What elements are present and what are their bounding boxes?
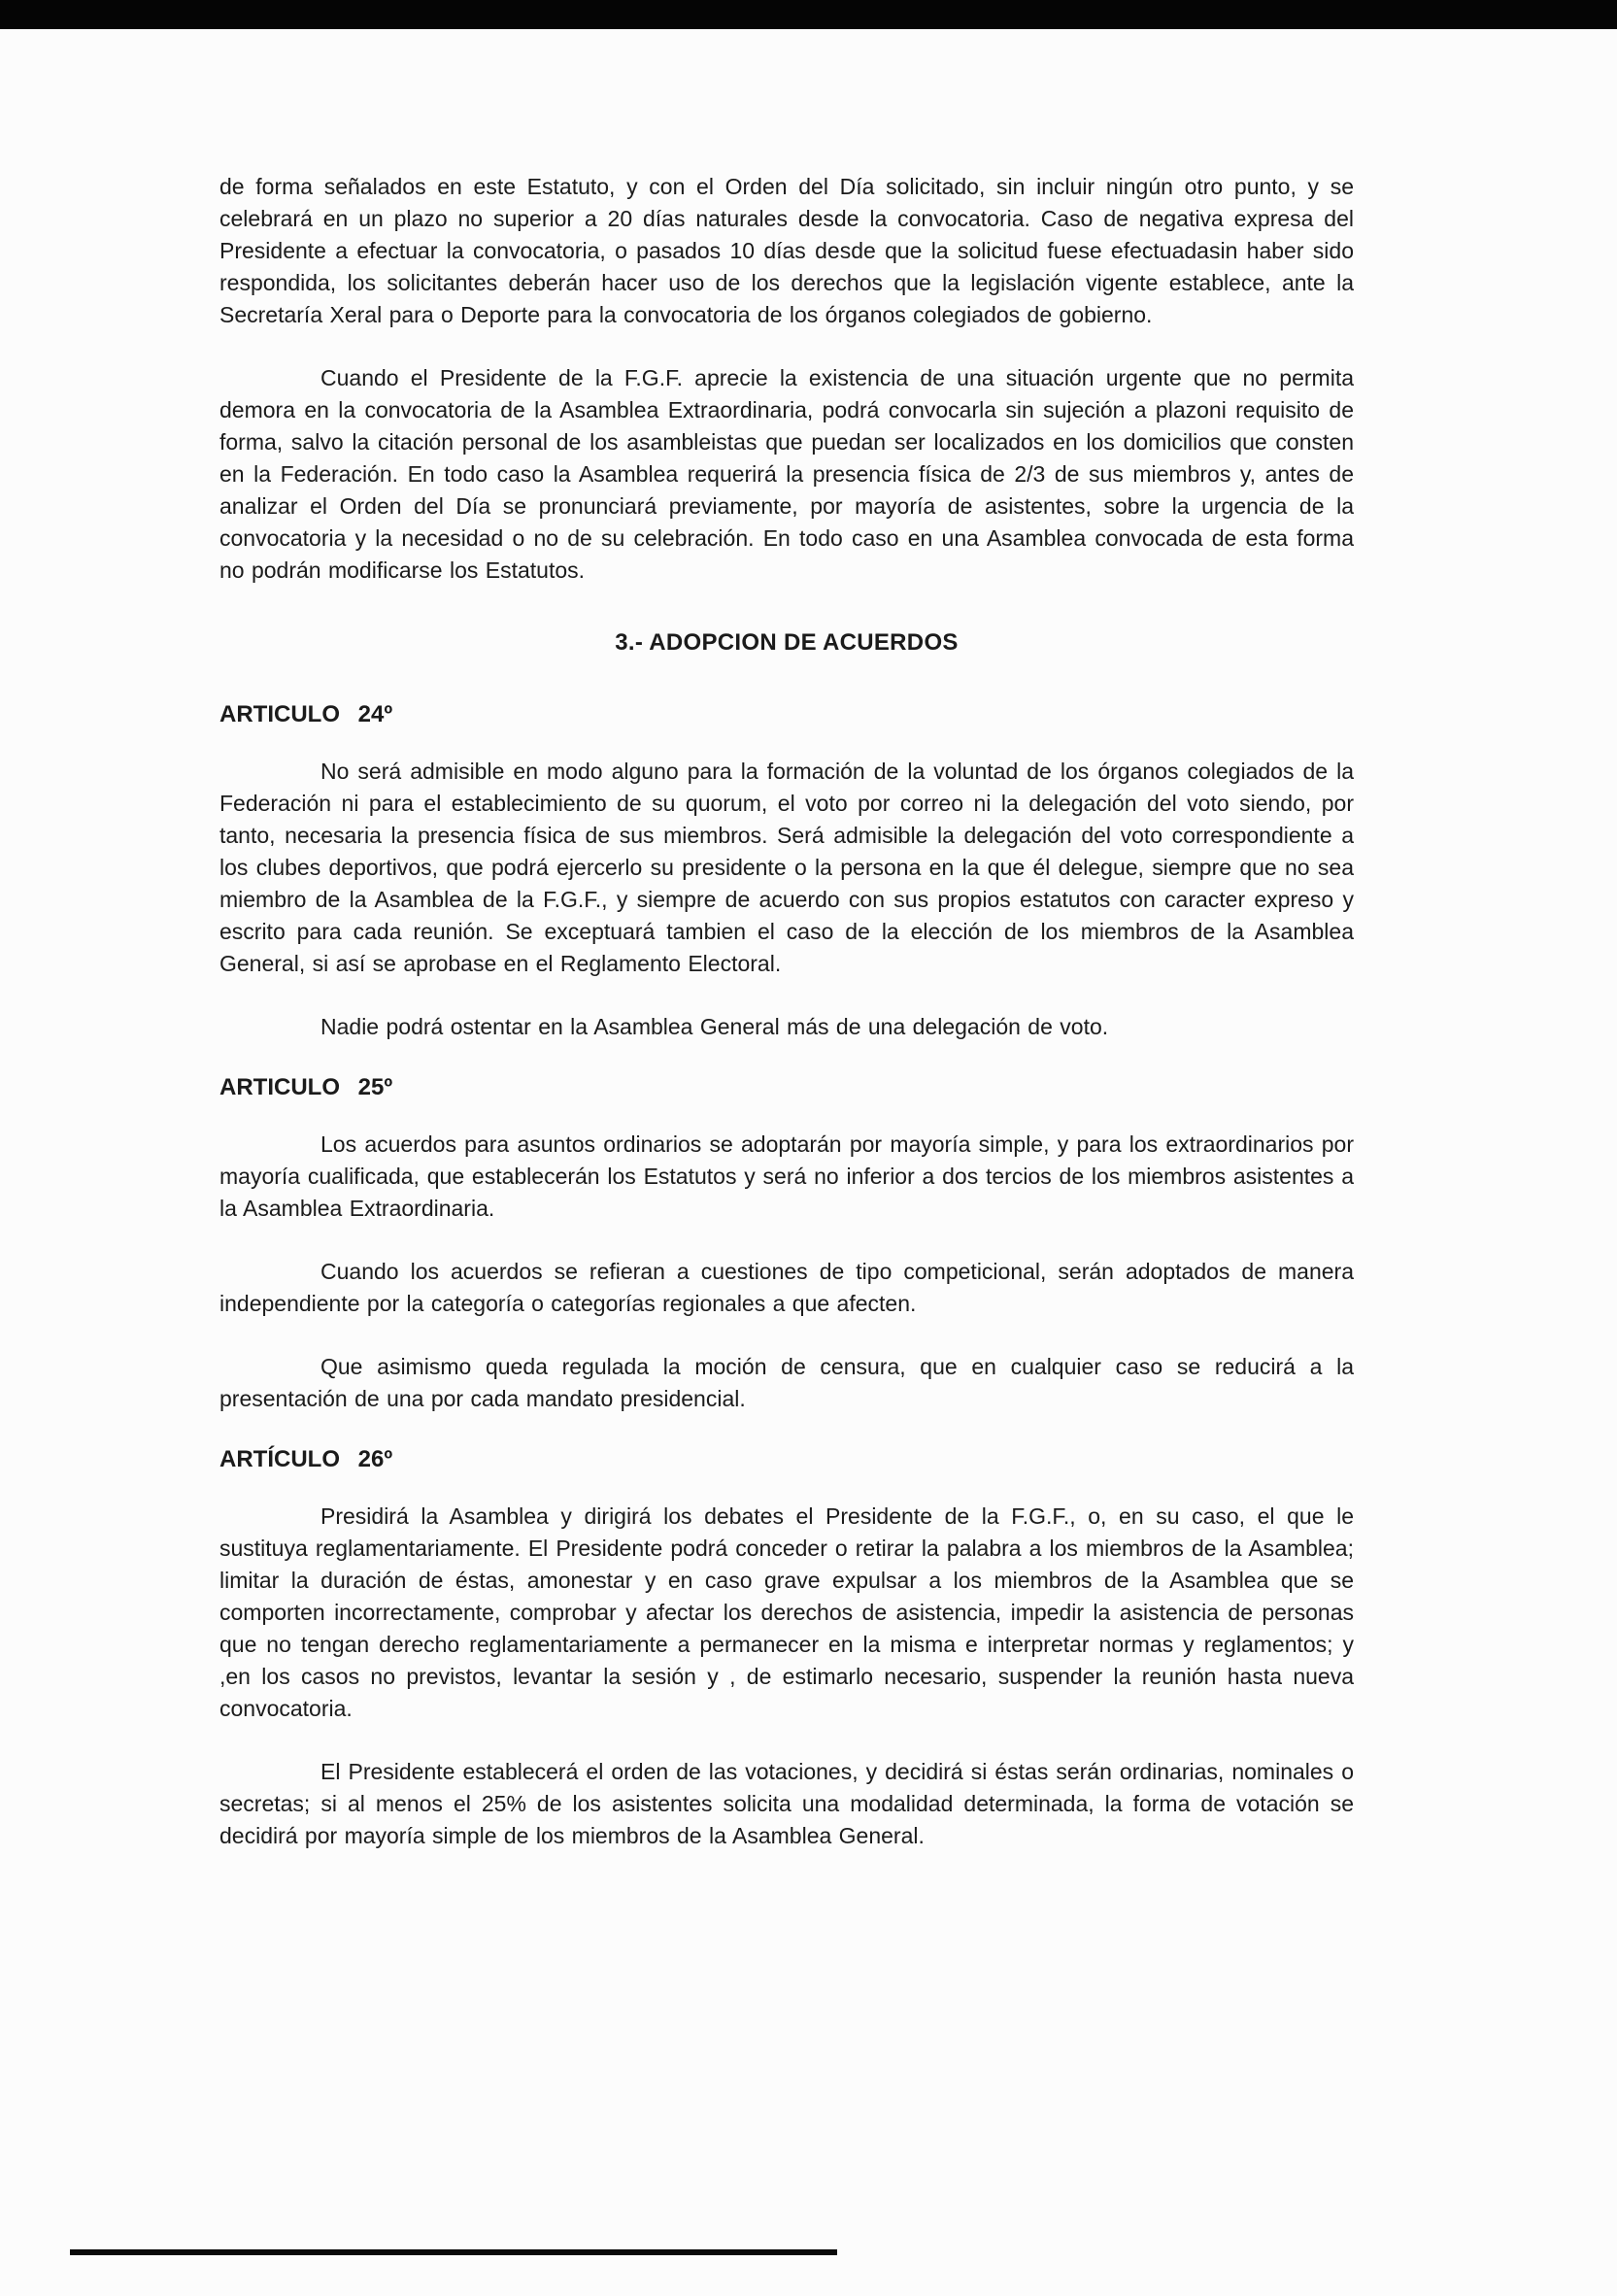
scan-artifact-top-bar <box>0 0 1617 29</box>
scan-artifact-bottom-line <box>70 2249 837 2255</box>
paragraph-mocion-censura: Que asimismo queda regulada la moción de censura, que en cualquier caso se reducirá a la presentación de una por cada mandato presidencial. <box>219 1354 1354 1411</box>
article-heading-24: ARTICULO 24º <box>219 701 393 727</box>
paragraph-orden-votaciones: El Presidente establecerá el orden de las votaciones, y decidirá si éstas serán ordinarias, nominales o secretas; si al menos el 25% de los asistentes solicita una modalidad determinada, la forma de votación se decidirá por mayoría simple de los miembros de la Asamblea General. <box>219 1759 1354 1848</box>
paragraph-situacion-urgente: Cuando el Presidente de la F.G.F. aprecie la existencia de una situación urgente que no permita demora en la convocatoria de la Asamblea Extraordinaria, podrá convocarla sin sujeción a plazoni requisito de forma, salvo la citación personal de los asambleistas que puedan ser localizados en los domicilios que consten en la Federación. En todo caso la Asamblea requerirá la presencia física de 2/3 de sus miembros y, antes de analizar el Orden del Día se pronunciará previamente, por mayoría de asistentes, sobre la urgencia de la convocatoria y la necesidad o no de su celebración. En todo caso en una Asamblea convocada de esta forma no podrán modificarse los Estatutos. <box>219 365 1354 583</box>
document-body <box>219 171 1354 1883</box>
article-heading-25: ARTICULO 25º <box>219 1074 393 1100</box>
paragraph-presidencia-debates: Presidirá la Asamblea y dirigirá los debates el Presidente de la F.G.F., o, en su caso, el que le sustituya reglamentariamente. El Presidente podrá conceder o retirar la palabra a los miembros de la Asamblea; limitar la duración de éstas, amonestar y en caso grave expulsar a los miembros de la Asamblea que se comporten incorrectamente, comprobar y afectar los derechos de asistencia, impedir la asistencia de personas que no tengan derecho reglamentariamente a permanecer en la misma e interpretar normas y reglamentos; y ,en los casos no previstos, levantar la sesión y , de estimarlo necesario, suspender la reunión hasta nueva convocatoria. <box>219 1503 1354 1721</box>
paragraph-cuestiones-competicionales: Cuando los acuerdos se refieran a cuestiones de tipo competicional, serán adoptados de manera independiente por la categoría o categorías regionales a que afecten. <box>219 1259 1354 1316</box>
paragraph-acuerdos-mayorias: Los acuerdos para asuntos ordinarios se adoptarán por mayoría simple, y para los extraordinarios por mayoría cualificada, que establecerán los Estatutos y será no inferior a dos tercios de los miembros asistentes a la Asamblea Extraordinaria. <box>219 1131 1354 1221</box>
paragraph-delegacion-voto: No será admisible en modo alguno para la formación de la voluntad de los órganos colegiados de la Federación ni para el establecimiento de su quorum, el voto por correo ni la delegación del voto siendo, por tanto, necesaria la presencia física de sus miembros. Será admisible la delegación del voto correspondiente a los clubes deportivos, que podrá ejercerlo su presidente o la persona en la que él delegue, siempre que no sea miembro de la Asamblea de la F.G.F., y siempre de acuerdo con sus propios estatutos con caracter expreso y escrito para cada reunión. Se exceptuará tambien el caso de la elección de los miembros de la Asamblea General, si así se aprobase en el Reglamento Electoral. <box>219 759 1354 976</box>
section-heading-adopcion-de-acuerdos: 3.- ADOPCION DE ACUERDOS <box>615 629 959 656</box>
paragraph-convocatoria-plazos: de forma señalados en este Estatuto, y con el Orden del Día solicitado, sin incluir ningún otro punto, y se celebrará en un plazo no superior a 20 días naturales desde la convocatoria. Caso de negativa expresa del Presidente a efectuar la convocatoria, o pasados 10 días desde que la solicitud fuese efectuadasin haber sido respondida, los solicitantes deberán hacer uso de los derechos que la legislación vigente establece, ante la Secretaría Xeral para o Deporte para la convocatoria de los órganos colegiados de gobierno. <box>219 174 1354 327</box>
paragraph-delegacion-unica: Nadie podrá ostentar en la Asamblea General más de una delegación de voto. <box>320 1014 1109 1039</box>
article-heading-26: ARTÍCULO 26º <box>219 1446 393 1472</box>
